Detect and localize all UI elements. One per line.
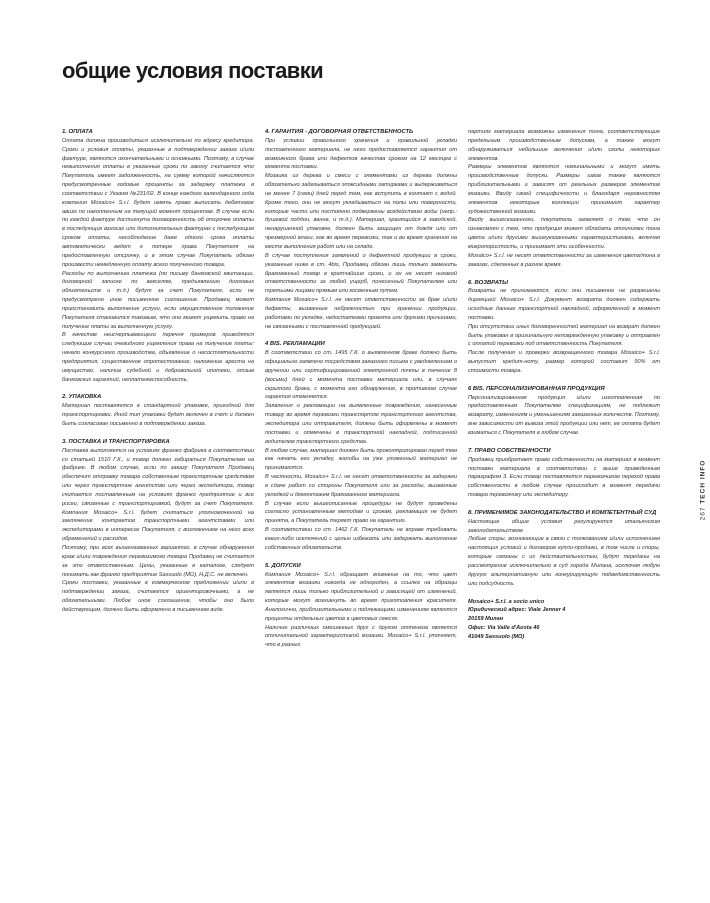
terms-columns	[62, 128, 660, 888]
page-title: общие условия поставки	[62, 58, 324, 83]
paragraph: Продавец приобретает право собственности на материал в момент поставки материала в соответствии с выше приведенным параграфом 3. Если товар поставляется перевозчиком переход права собственности в любом случае происходит в момент передачи товара перевозчику или экспедитору.	[468, 456, 660, 499]
paragraph: В соответствии со ст. 1462 Г.К. Покупатель не вправе требовать каких-либо исключений с целью избежать или задержать выполнение собственных обязательств.	[265, 527, 457, 551]
contact-line: 20159 Милан	[468, 616, 504, 623]
column-2	[265, 128, 457, 888]
paragraph: Мозаика из дерева и смеси с элементами из дерева должны обязательно заделываться эпоксидными затирками и выдерживаться не менее 7 (семи) дней перед тем, как вступить в контакт с водой. Кроме того, они не могут укладываться на полы или поверхности, которые часто или постоянно подвержены воздействию воды (напр.: душевой поддон, ванна, и т.д.). Материал, хранящийся в заводской, ненарушенной упаковке, должен быть защищен от дождя или от чрезмерной влаги, как во время перевозки, так и во время хранения на месте выполнения работ или на складе.	[265, 173, 457, 250]
paragraph: Mosaico+ S.r.l. не несет ответственности за изменения цвета/тона в заказах, сделанных в разное время.	[468, 252, 660, 268]
paragraph: Настоящие общие условия регулируются итальянским законодательством.	[468, 518, 660, 534]
paragraph: Оплата должна производиться исключительно по адресу кредитора. Сроки и условия оплаты, указанные в подтверждении заказа и/или фактуре, являются окончательными и основными. Поэтому, в случае невыполнения оплаты в указанные сроки по закону считается что Покупатель имеет задолженность, на сумму которой начисляются предусмотренные годовые проценты за задержку платежа в соответствии с Указом №231/02. В конце каждого календарного года компания Mosaico+ S.r.l. будет иметь право выписать дебетовое авизо по накопленным на текущий момент процентам. В случае если по каждой фактуре достигнута договоренность об отсрочке оплаты в последующих взносах или дополнительных фактурах с последующим сроком оплаты, несоблюдение даже одного срока оплаты автоматически ведет к потере права Покупателя на предоставленную отсрочку, и в этом случае Покупатель обязан произвести немедленную оплату всего полученного товара.	[62, 137, 254, 268]
section-heading: 6. ВОЗВРАТЫ	[468, 279, 508, 286]
section-heading: 3. ПОСТАВКА И ТРАНСПОРТИРОВКА	[62, 438, 170, 445]
section-heading: 5. ДОПУСКИ	[265, 562, 301, 569]
section-heading: 6 BIS. ПЕРСОНАЛИЗИРОВАННАЯ ПРОДУКЦИЯ	[468, 385, 605, 392]
paragraph: В любом случае, материал должен быть проконтролирован перед тем как начать его укладку, жалобы на уже уложенный материал не принимаются.	[265, 447, 457, 472]
paragraph: После получения и проверки возвращенного товара Mosaico+ S.r.l. выпустит кредит-ноту, размер которой составит 90% от стоимости товара.	[468, 350, 660, 374]
paragraph: Возвраты не принимаются, если они письменно не разрешены дирекцией Mosaico+ S.r.l. Документ возврата должен содержать исходные данные транспортной накладной, оформленной в момент поставки.	[468, 288, 660, 321]
section-heading: 4 BIS. РЕКЛАМАЦИИ	[265, 341, 325, 348]
contact-line: Офис: Via Valle d'Aosta 46	[468, 625, 540, 632]
paragraph: Компания Mosaico+ S.r.l. обращает внимание на то, что цвет элементов мозаики никогда не однороден, а ссылка на образцы является лишь только приблизительной и зависящей от изменений, которые могут возникнуть во время приготовления красителя. Аналогично, приблизительными и подлежащими изменениям являются проценты отдельных цветов в цветовых смесях.	[265, 571, 457, 622]
paragraph: Размеры элементов являются номинальными и могут иметь производственные допуски. Размеры швов также являются приблизительными и зависят от реальных размеров элементов мозаики. Ввиду своей специфичности и благодаря неровностям элементов некоторые коллекции принимают характер художественной мозаики.	[468, 164, 660, 215]
section-heading: 1. ОПЛАТА	[62, 129, 93, 135]
section-heading: 7. ПРАВО СОБСТВЕННОСТИ	[468, 447, 551, 454]
paragraph: При условии правильного хранения и правильной укладки поставленного материала, не него предоставляется гарантия от возможного брака или дефектов качества сроком на 12 месяцев с момента поставки.	[265, 137, 457, 171]
section-ownership	[468, 447, 660, 500]
section-custom-products	[468, 385, 660, 438]
paragraph: Наличие различных смешанных друг с другом оттенков является отличительной характеристикой мозаики. Mosaico+ S.r.l. уточняет, что в разных	[265, 624, 457, 649]
section-heading: 4. ГАРАНТИЯ - ДОГОВОРНАЯ ОТВЕТСТВЕННОСТЬ	[265, 129, 414, 135]
paragraph: При отсутствии иных договоренностей материал на возврат должен быть упакован в оригинальную неповрежденную упаковку и отправлен с оплатой перевозки под ответственность Покупателя.	[468, 323, 660, 348]
paragraph: Поэтому, при всех вышеназванных вариантах, в случае обнаружения краж и/или повреждения перевозимого товара Продавец не считается за это ответственным. Цены, указанные в каталоге, следует понимать как франко предприятие Sassuolo (MO), Н.Д.С. не включен.	[62, 544, 254, 578]
paragraph: В случае если вышеописанные процедуры не будут проведены согласно установленным методам и срокам, рекламация не будет принята, а Покупатель теряет право на гарантию.	[265, 500, 457, 525]
section-tolerances	[265, 562, 457, 650]
section-returns	[468, 279, 660, 376]
section-tolerances-cont	[468, 128, 660, 270]
paragraph: Материал поставляется в стандартной упаковке, пригодной для транспортировки. Иной тип упаковки будет включен в счет и должен быть согласован письменно в подтверждении заказа.	[62, 403, 254, 427]
paragraph: В качестве неисчерпывающего перечня примеров приводятся следующие случаи очевидного ущемления права на получение платы: начало конкурсного производства, объявление о несостоятельности предприятия, существенное опротестование, наложение ареста на имущество, наличие судебной и добровольной ипотеки, отзыв банковских гарантий, неплатежеспособность.	[62, 332, 254, 383]
section-warranty	[265, 128, 457, 331]
section-law	[468, 509, 660, 589]
paragraph: Компания Mosaico+ S.r.l. не несет ответственности за брак и/или дефекты, вызванные небрежностью при хранении продукции, работами по укладке, недостатками проекта или другими причинами, не связанными с поставленной продукцией.	[265, 297, 457, 330]
paragraph: Персонализированная продукция и/или изготовленная по предоставленным Покупателем спецификациям, не подлежит возврату, изменениям и уменьшениям заказанных количеств. Поэтому, вне зависимости от вывоза этой продукции или нет, ее оплата будет взиматься с Покупателя в любом случае.	[468, 394, 660, 436]
side-label	[698, 430, 708, 550]
section-claims	[265, 340, 457, 552]
paragraph: Ввиду вышесказанного, покупатель заявляет о том, что он ознакомлен с тем, что продукция может обладать отличиями тона цвета и/или другими вышеуказанными характеристиками, включая микропористость, и принимает эти особенности.	[468, 217, 660, 250]
paragraph: В частности, Mosaico+ S.r.l. не несет ответственности за задержки в сдаче работ со стороны Покупателя или за расходы, вызванные укладкой и демонтажем бракованного материала.	[265, 474, 457, 498]
contact-line: Юридический адрес: Viale Jenner 4	[468, 607, 566, 614]
paragraph: В случае поступления заявлений о дефектной продукции в сроки, указанные ниже в ст. 4bis, Продавец обязан лишь только заменить бракованный товар в кратчайшие сроки, и он не несет никакой ответственности за любой ущерб, понесенный Покупателем или третьими лицами прямым или косвенным путем.	[265, 252, 457, 295]
paragraph: В соответствии со ст. 1495 Г.К. о выявленном браке должно быть официально заявлено посредством заказного письма с уведомлением о вручении или сертифицированной электронной почты в течение 8 (восьми) дней с момента поставки материала или, в случаях скрытого брака, с момента его обнаружения, в противном случае гарантия отменяется.	[265, 350, 457, 401]
tech-info-label: TECH INFO	[699, 459, 707, 504]
section-payment	[62, 128, 254, 384]
paragraph: Любые споры, возникающие в связи с толкованием и/или исполнением настоящих условий и договоров купли-продажи, в том числе и споры, которые связаны с их действительностью, будут переданы на рассмотрение исключительно в суд города Милана, исключая любую другую альтернативную или конкурирующую подведомственность или подсудность.	[468, 536, 660, 587]
paragraph: партиях материала возможны изменения тона, соответствующие предельным производственным допускам, а также могут обнаруживаться небольшие включения и/или сколы некоторых элементов.	[468, 129, 660, 162]
paragraph: Расходы по выполнению платежа (по письму банковской квитанции, договорной записке по векселям, предъявлению долговых обязательств и т.д.) будут за счет Покупателя, если не предусмотрено иное письменное соглашение. Продавец может приостановить выполнение услуги, если имущественное положение Покупателя становится таковым, что оно может ущемить право на получение платы за выполненную услугу.	[62, 270, 254, 330]
paragraph: Поставка выполняется на условиях франко фабрика в соответствии со статьей 1510 Г.К., и товар должен забираться Покупателем на фабрике. В любом случае, если по заказу Покупателя Продавец обеспечит отправку товара собственным транспортным средством или через транспортное агентство или через экспедитора, товар считается поставленным на условиях франко предприятие и все риски, связанные с транспортировкой, будут за счет Покупателя. Компания Mosaico+ S.r.l. будет считаться уполномоченной на заключение контрактов транспортными агентствами или экспедиторами в интересах Покупателя, с возложением на него всех обременений и расходов.	[62, 447, 254, 543]
section-heading: 2. УПАКОВКА	[62, 394, 102, 401]
section-packaging	[62, 393, 254, 428]
page-number: 267	[699, 506, 707, 521]
paragraph: Заявления о рекламации на выявленные повреждения, нанесенные товару во время перевозки транспортом транспортного агентства, экспедитора или отправителя, должны быть оформлены в момент поставки и отмечены в транспортной накладной, подписанной водителем транспортного средства.	[265, 403, 457, 445]
contact-line: 41049 Sassuolo (MO)	[468, 633, 525, 640]
column-1	[62, 128, 254, 888]
company-contact	[468, 598, 660, 642]
contact-line: Mosaico+ S.r.l. a socio unico	[468, 598, 545, 605]
column-3	[468, 128, 660, 888]
paragraph: Сроки поставки, указанные в коммерческом предложении и/или в подтверждении заказа, считаются ориентировочными, а не обязательными. Любое иное соглашение, чтобы оно было действующим, должно быть оформлено в письменном виде.	[62, 580, 254, 613]
section-heading: 8. ПРИМЕНИМОЕ ЗАКОНОДАТЕЛЬСТВО И КОМПЕТЕНТНЫЙ СУД	[468, 509, 657, 516]
section-delivery	[62, 438, 254, 615]
